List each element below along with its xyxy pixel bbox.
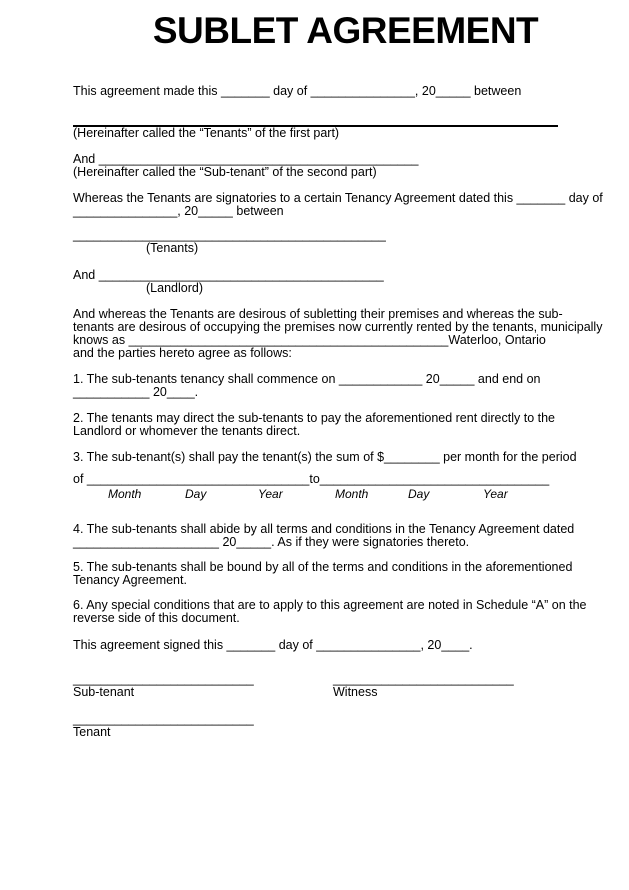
clause3-line1: 3. The sub-tenant(s) shall pay the tenant(s) the sum of $________ per month for the period [73,450,577,464]
whereas2-line2: tenants are desirous of occupying the premises now currently rented by the tenants, municipally [73,320,603,334]
clause4-line1: 4. The sub-tenants shall abide by all terms and conditions in the Tenancy Agreement dated [73,522,575,536]
signature-row-2 [73,713,560,739]
signature-row-1 [73,673,560,699]
whereas1-line1: Whereas the Tenants are signatories to a certain Tenancy Agreement dated this _______ day of [73,191,603,205]
clause3-period-line: of ________________________________to_________________________________ [73,472,550,486]
year-label: Year [483,487,508,501]
day-label: Day [185,487,207,501]
period-labels-row [73,488,560,501]
witness-signature-block [333,673,560,699]
whereas2-line4: and the parties hereto agree as follows: [73,346,292,360]
clause2-line2: Landlord or whomever the tenants direct. [73,424,301,438]
clause6-line1: 6. Any special conditions that are to apply to this agreement are noted in Schedule “A” on the [73,598,587,612]
day-label: Day [408,487,430,501]
subtenant-signature-line: __________________________ [73,672,254,686]
and-subtenant-blank-line: And ______________________________________________ [73,152,419,166]
intro-line: This agreement made this _______ day of _______________, 20_____ between [73,84,522,98]
subtenant-signature-label: Sub-tenant [73,685,135,699]
tenant-signature-block [73,713,333,739]
clause1-line2: ___________ 20____. [73,385,199,399]
tenant-signature-label: Tenant [73,725,111,739]
witness-signature-line: __________________________ [333,672,514,686]
landlord-label: (Landlord) [146,281,203,295]
clause1-line1: 1. The sub-tenants tenancy shall commence on ____________ 20_____ and end on [73,372,541,386]
landlord-signature-blank: And _________________________________________ [73,268,384,282]
clause4-line2: _____________________ 20_____. As if they were signatories thereto. [73,535,470,549]
whereas2-line1: And whereas the Tenants are desirous of subletting their premises and whereas the sub- [73,307,563,321]
whereas2-line3: knows as ______________________________________________Waterloo, Ontario [73,333,546,347]
document-title: SUBLET AGREEMENT [152,10,539,51]
clause2-line1: 2. The tenants may direct the sub-tenants to pay the aforementioned rent directly to the [73,411,555,425]
year-label: Year [258,487,283,501]
subtenant-signature-block [73,673,333,699]
document-body [73,84,603,739]
tenant-signature-line: __________________________ [73,712,254,726]
clause5-line2: Tenancy Agreement. [73,573,187,587]
tenants-signature-blank: _____________________________________________ [73,228,386,242]
witness-signature-label: Witness [333,685,378,699]
subtenant-note: (Hereinafter called the “Sub-tenant” of the second part) [73,165,377,179]
whereas1-line2: _______________, 20_____ between [73,204,284,218]
clause5-line1: 5. The sub-tenants shall be bound by all of the terms and conditions in the aforementioned [73,560,573,574]
month-label: Month [108,487,142,501]
tenants-note: (Hereinafter called the “Tenants” of the first part) [73,126,340,140]
clause6-line2: reverse side of this document. [73,611,240,625]
tenants-label: (Tenants) [146,241,199,255]
signed-line: This agreement signed this _______ day of _______________, 20____. [73,638,473,652]
month-label: Month [335,487,369,501]
